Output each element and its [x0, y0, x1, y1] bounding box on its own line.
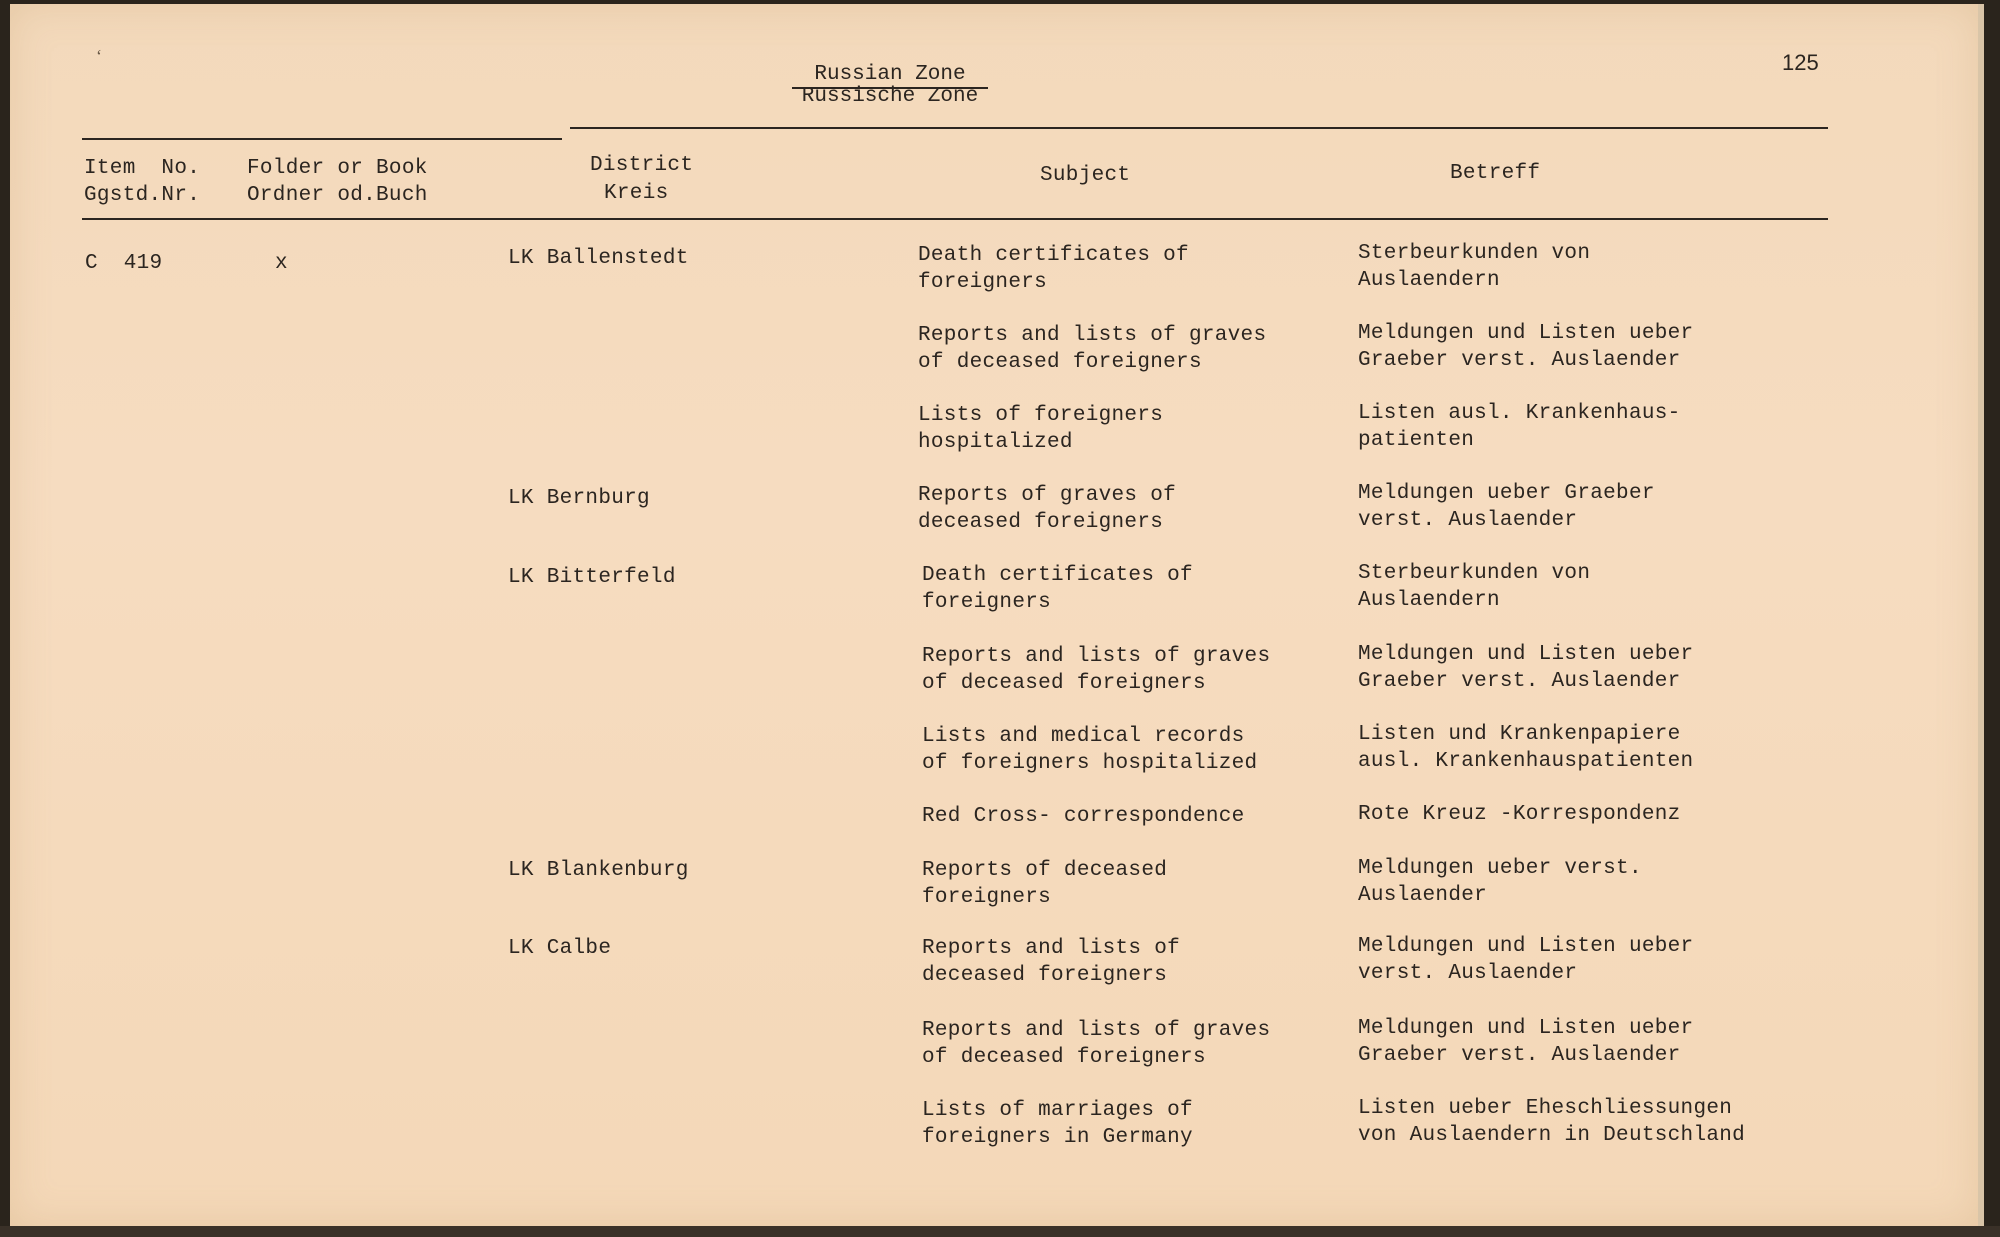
- district-ballenstedt: LK Ballenstedt: [508, 247, 689, 270]
- header-folder-de: Ordner od.Buch: [247, 184, 428, 207]
- page-edge: [1978, 4, 1984, 1226]
- entry-betreff: Listen ausl. Krankenhaus- patienten: [1358, 402, 1681, 452]
- district-bernburg: LK Bernburg: [508, 487, 650, 510]
- book-binding-edge: [0, 1226, 2000, 1237]
- entry-betreff: Meldungen und Listen ueber Graeber verst. Auslaender: [1358, 643, 1694, 693]
- entry-subject: Lists of foreigners hospitalized: [918, 404, 1164, 454]
- entry-subject: Lists and medical records of foreigners hospitalized: [922, 725, 1258, 775]
- entry-subject: Reports of deceased foreigners: [922, 859, 1168, 909]
- district-calbe: LK Calbe: [508, 937, 612, 960]
- header-district-de: Kreis: [604, 182, 669, 205]
- district-bitterfeld: LK Bitterfeld: [508, 566, 676, 589]
- header-rule-bottom: [82, 218, 1828, 220]
- entry-betreff: Sterbeurkunden von Auslaendern: [1358, 562, 1591, 612]
- header-district-en: District: [590, 154, 694, 177]
- page-title-de: Russische Zone: [801, 85, 979, 108]
- entry-betreff: Meldungen und Listen ueber Graeber verst. Auslaender: [1358, 1017, 1694, 1067]
- header-rule-top-left: [82, 138, 562, 140]
- entry-betreff: Sterbeurkunden von Auslaendern: [1358, 242, 1591, 292]
- entry-betreff: Listen und Krankenpapiere ausl. Krankenhauspatienten: [1358, 723, 1694, 773]
- entry-subject: Reports and lists of graves of deceased foreigners: [918, 324, 1267, 374]
- header-item-de: Ggstd.Nr.: [84, 184, 201, 207]
- stray-mark: ‘: [96, 46, 102, 66]
- entry-subject: Red Cross- correspondence: [922, 805, 1245, 828]
- header-subject: Subject: [1040, 164, 1131, 187]
- header-item-en: Item No.: [84, 157, 201, 180]
- entry-betreff: Rote Kreuz -Korrespondenz: [1358, 803, 1681, 826]
- page-title-en: Russian Zone: [814, 63, 966, 86]
- entry-subject: Reports of graves of deceased foreigners: [918, 484, 1177, 534]
- entry-subject: Reports and lists of graves of deceased foreigners: [922, 1019, 1271, 1069]
- entry-betreff: Listen ueber Eheschliessungen von Auslaendern in Deutschland: [1358, 1097, 1746, 1147]
- entry-subject: Reports and lists of graves of deceased foreigners: [922, 645, 1271, 695]
- district-blankenburg: LK Blankenburg: [508, 859, 689, 882]
- item-number: C 419: [85, 252, 163, 275]
- entry-betreff: Meldungen und Listen ueber verst. Auslaender: [1358, 935, 1694, 985]
- entry-subject: Lists of marriages of foreigners in Germany: [922, 1099, 1193, 1149]
- entry-subject: Death certificates of foreigners: [918, 244, 1189, 294]
- entry-betreff: Meldungen ueber Graeber verst. Auslaender: [1358, 482, 1655, 532]
- header-rule-top-right: [570, 127, 1828, 129]
- header-betreff: Betreff: [1450, 162, 1541, 185]
- entry-betreff: Meldungen und Listen ueber Graeber verst. Auslaender: [1358, 322, 1694, 372]
- header-folder-en: Folder or Book: [247, 157, 428, 180]
- entry-subject: Reports and lists of deceased foreigners: [922, 937, 1181, 987]
- page-number: 125: [1782, 50, 1819, 75]
- entry-betreff: Meldungen ueber verst. Auslaender: [1358, 857, 1642, 907]
- entry-subject: Death certificates of foreigners: [922, 564, 1193, 614]
- folder-marker: x: [275, 252, 288, 275]
